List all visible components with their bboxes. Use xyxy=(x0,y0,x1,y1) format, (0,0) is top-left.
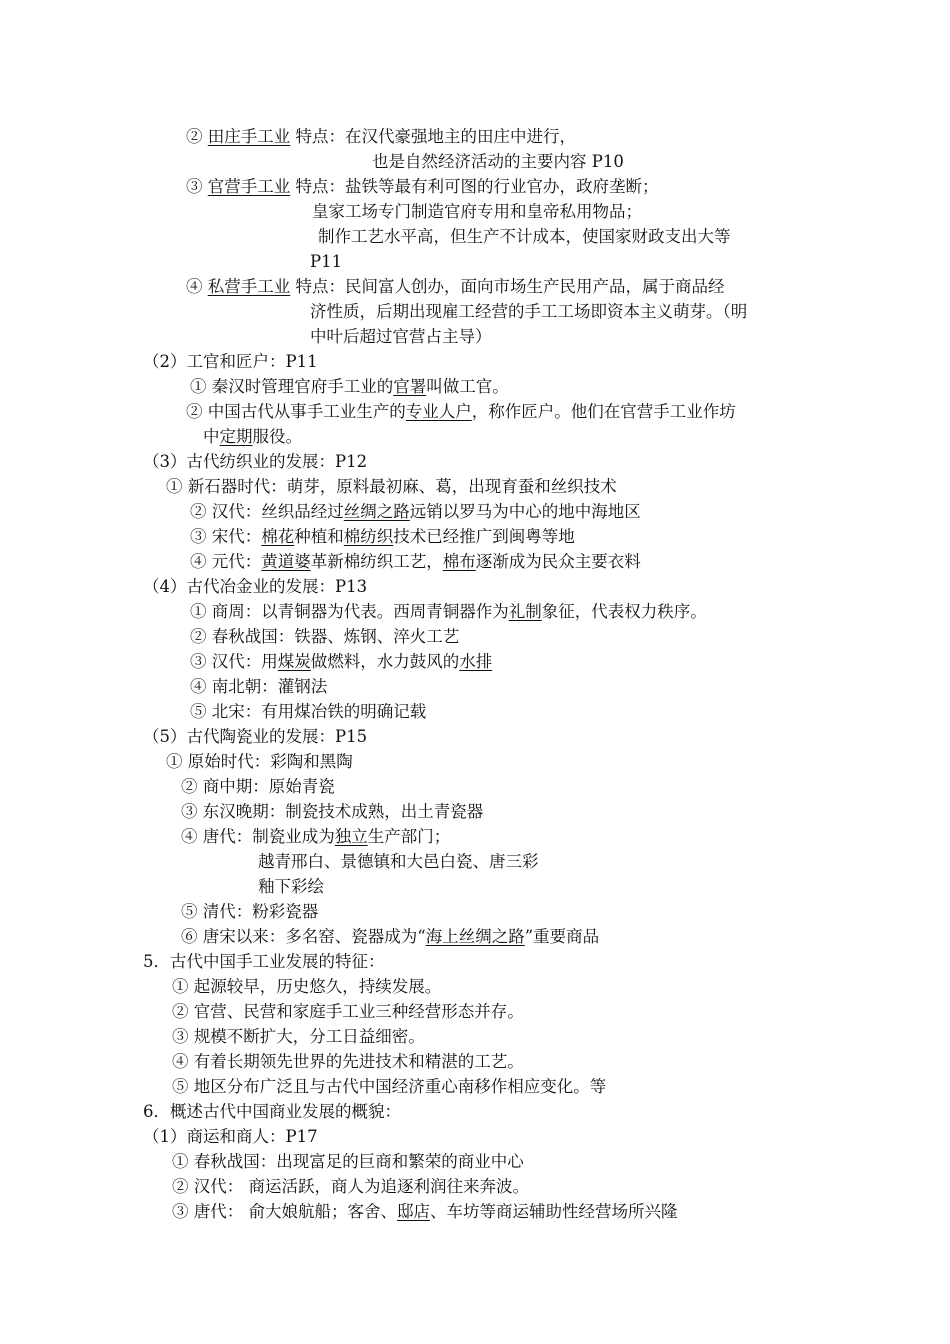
text-segment: （4）古代冶金业的发展：P13 xyxy=(143,577,368,596)
text-segment: ③ 宋代： xyxy=(190,527,262,546)
text-line xyxy=(172,1001,524,1023)
text-segment: ② xyxy=(186,127,208,146)
underlined-term: 棉布 xyxy=(442,552,476,571)
text-line xyxy=(190,676,327,698)
text-segment: ① 春秋战国：出现富足的巨商和繁荣的商业中心 xyxy=(172,1152,524,1171)
text-segment: ④ 南北朝：灌钢法 xyxy=(190,677,328,696)
underlined-term: 海上丝绸之路 xyxy=(425,927,525,946)
text-line xyxy=(310,326,492,348)
text-segment: 中 xyxy=(203,427,220,446)
underlined-term: 官营手工业 xyxy=(207,177,291,196)
underlined-term: 礼制 xyxy=(508,602,542,621)
text-line xyxy=(310,301,747,323)
text-line xyxy=(143,1101,401,1123)
text-line xyxy=(190,651,492,673)
text-line xyxy=(172,1151,524,1173)
text-segment: 越青邢白、景德镇和大邑白瓷、唐三彩 xyxy=(258,852,539,871)
text-segment: 、车坊等商运辅助性经营场所兴隆 xyxy=(430,1202,678,1221)
text-segment: ① 商周：以青铜器为代表。西周青铜器作为 xyxy=(190,602,509,621)
text-segment: 象征，代表权力秩序。 xyxy=(541,602,707,621)
text-line xyxy=(190,526,575,548)
underlined-term: 官署 xyxy=(393,377,427,396)
text-line xyxy=(310,251,342,273)
text-line xyxy=(181,926,599,948)
text-line xyxy=(258,876,324,898)
underlined-term: 私营手工业 xyxy=(207,277,291,296)
underlined-term: 煤炭 xyxy=(277,652,311,671)
text-segment: ③ xyxy=(186,177,208,196)
text-segment: （2）工官和匠户：P11 xyxy=(143,352,318,371)
text-segment: ④ 唐代：制瓷业成为 xyxy=(181,827,335,846)
text-line xyxy=(312,201,642,223)
text-line xyxy=(186,401,736,423)
text-line xyxy=(166,476,617,498)
text-line xyxy=(372,151,624,173)
underlined-term: 专业人户 xyxy=(405,402,472,421)
text-segment: 技术已经推广到闽粤等地 xyxy=(393,527,575,546)
text-segment: ④ 元代： xyxy=(190,552,262,571)
underlined-term: 独立 xyxy=(334,827,368,846)
text-segment: ③ 汉代：用 xyxy=(190,652,278,671)
text-line xyxy=(172,1201,678,1223)
text-segment: ② 中国古代从事手工业生产的 xyxy=(186,402,406,421)
text-line xyxy=(186,126,576,148)
text-segment: ③ 唐代： 俞大娘航船；客舍、 xyxy=(172,1202,397,1221)
text-segment: ⑤ 地区分布广泛且与古代中国经济重心南移作相应变化。等 xyxy=(172,1077,607,1096)
text-segment: ⑤ 北宋：有用煤冶铁的明确记载 xyxy=(190,702,427,721)
text-line xyxy=(181,801,483,823)
text-segment: ② 汉代： 商运活跃，商人为追逐利润往来奔波。 xyxy=(172,1177,529,1196)
text-line xyxy=(143,726,367,748)
underlined-term: 邸店 xyxy=(397,1202,430,1221)
text-line xyxy=(181,776,335,798)
text-line xyxy=(258,851,539,873)
underlined-term: 黄道婆 xyxy=(261,552,311,571)
text-segment: 中叶后超过官营占主导） xyxy=(310,327,492,346)
text-segment: 特点：盐铁等最有利可图的行业官办，政府垄断； xyxy=(290,177,659,196)
text-segment: 生产部门； xyxy=(367,827,451,846)
text-line xyxy=(190,376,509,398)
text-segment: 服役。 xyxy=(252,427,302,446)
text-segment: （3）古代纺织业的发展：P12 xyxy=(143,452,368,471)
text-segment: 制作工艺水平高，但生产不计成本，使国家财政支出大等 xyxy=(318,227,731,246)
text-line xyxy=(186,276,725,298)
text-line xyxy=(166,751,353,773)
text-line xyxy=(143,451,367,473)
text-segment: 逐渐成为民众主要衣料 xyxy=(475,552,641,571)
text-line xyxy=(172,1176,529,1198)
text-segment: ① 原始时代：彩陶和黑陶 xyxy=(166,752,353,771)
text-segment: 特点：民间富人创办，面向市场生产民用产品，属于商品经 xyxy=(290,277,725,296)
text-segment: 6．概述古代中国商业发展的概貌： xyxy=(143,1102,401,1121)
text-line xyxy=(143,951,385,973)
text-segment: ① 秦汉时管理官府手工业的 xyxy=(190,377,394,396)
text-segment: 远销以罗马为中心的地中海地区 xyxy=(409,502,641,521)
text-segment: ③ 东汉晚期：制瓷技术成熟，出土青瓷器 xyxy=(181,802,484,821)
text-segment: ③ 规模不断扩大，分工日益细密。 xyxy=(172,1027,425,1046)
text-segment: ② 官营、民营和家庭手工业三种经营形态并存。 xyxy=(172,1002,524,1021)
text-line xyxy=(318,226,731,248)
text-line xyxy=(143,576,367,598)
text-segment: 皇家工场专门制造官府专用和皇帝私用物品； xyxy=(312,202,642,221)
text-line xyxy=(181,826,450,848)
text-line xyxy=(181,901,318,923)
underlined-term: 棉纺织 xyxy=(343,527,394,546)
underlined-term: 丝绸之路 xyxy=(343,502,410,521)
text-segment: ① 起源较早，历史悠久，持续发展。 xyxy=(172,977,442,996)
text-line xyxy=(190,601,707,623)
underlined-term: 定期 xyxy=(219,427,253,446)
text-line xyxy=(186,176,659,198)
text-segment: P11 xyxy=(310,252,343,271)
text-line xyxy=(172,1026,425,1048)
text-segment: 做燃料，水力鼓风的 xyxy=(310,652,460,671)
underlined-term: 田庄手工业 xyxy=(207,127,291,146)
underlined-term: 水排 xyxy=(459,652,493,671)
text-line xyxy=(190,501,641,523)
text-line xyxy=(143,1126,318,1148)
text-segment: ② 商中期：原始青瓷 xyxy=(181,777,335,796)
text-segment: 叫做工官。 xyxy=(426,377,509,396)
text-segment: 革新棉纺织工艺， xyxy=(310,552,443,571)
text-segment: ② 春秋战国：铁器、炼钢、淬火工艺 xyxy=(190,627,460,646)
text-segment: 釉下彩绘 xyxy=(258,877,324,896)
text-segment: 济性质，后期出现雇工经营的手工工场即资本主义萌芽。（明 xyxy=(310,302,748,321)
text-line xyxy=(172,976,441,998)
text-segment: ④ 有着长期领先世界的先进技术和精湛的工艺。 xyxy=(172,1052,524,1071)
text-line xyxy=(143,351,318,373)
text-segment: ⑥ 唐宋以来：多名窑、瓷器成为“ xyxy=(181,927,426,946)
text-segment: 特点：在汉代豪强地主的田庄中进行， xyxy=(290,127,576,146)
text-segment: ① 新石器时代：萌芽，原料最初麻、葛，出现育蚕和丝织技术 xyxy=(166,477,617,496)
text-segment: 5．古代中国手工业发展的特征： xyxy=(143,952,385,971)
text-segment: ⑤ 清代：粉彩瓷器 xyxy=(181,902,319,921)
text-line xyxy=(203,426,302,448)
text-segment: ② 汉代：丝织品经过 xyxy=(190,502,344,521)
text-segment: 种植和 xyxy=(294,527,344,546)
text-line xyxy=(190,626,459,648)
text-line xyxy=(190,551,641,573)
text-segment: （5）古代陶瓷业的发展：P15 xyxy=(143,727,368,746)
text-segment: （1）商运和商人：P17 xyxy=(143,1127,318,1146)
text-segment: ④ xyxy=(186,277,208,296)
underlined-term: 棉花 xyxy=(261,527,295,546)
text-line xyxy=(172,1076,606,1098)
text-segment: ”重要商品 xyxy=(524,927,600,946)
text-segment: 也是自然经济活动的主要内容 P10 xyxy=(372,152,624,171)
text-segment: ，称作匠户。他们在官营手工业作坊 xyxy=(471,402,736,421)
text-line xyxy=(172,1051,524,1073)
text-line xyxy=(190,701,426,723)
